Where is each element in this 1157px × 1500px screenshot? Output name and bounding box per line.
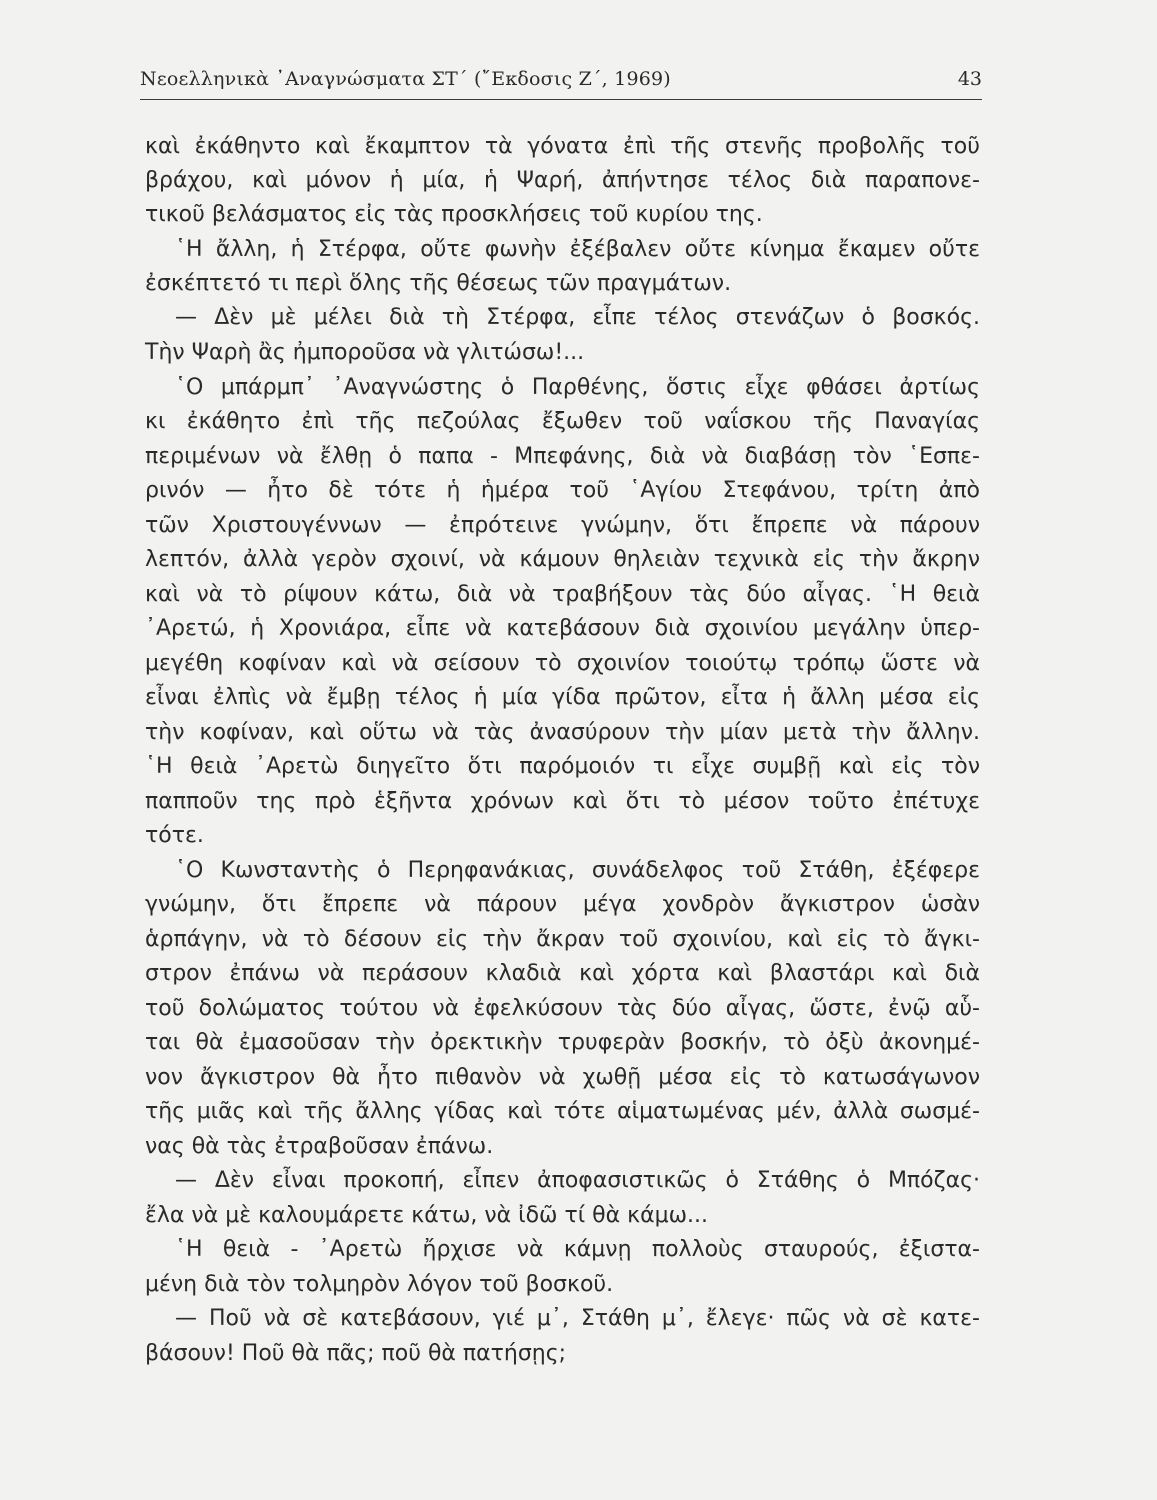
text-line: ῾Η θειὰ - ᾿Αρετὼ ἤρχισε νὰ κάμνῃ πολλοὺς σταυρούς, ἐξιστα-	[175, 1237, 980, 1262]
text-line: — Δὲν εἶναι προκοπή, εἶπεν ἀποφασιστικῶς ὁ Στάθης ὁ Μπόζας·	[175, 1168, 980, 1193]
text-line: βάσουν! Ποῦ θὰ πᾶς; ποῦ θὰ πατήσῃς;	[145, 1341, 567, 1366]
text-line: ῾Η ἄλλη, ἡ Στέρφα, οὔτε φωνὴν ἐξέβαλεν οὔτε κίνημα ἔκαμεν οὔτε	[175, 237, 980, 262]
text-line: ᾿Αρετώ, ἡ Χρονιάρα, εἶπε νὰ κατεβάσουν διὰ σχοινίου μεγάλην ὑπερ-	[145, 616, 980, 641]
text-line: καὶ ἐκάθηντο καὶ ἔκαμπτον τὰ γόνατα ἐπὶ τῆς στενῆς προβολῆς τοῦ	[145, 134, 980, 159]
text-line: μεγέθη κοφίναν καὶ νὰ σείσουν τὸ σχοινίον τοιούτῳ τρόπῳ ὥστε νὰ	[145, 651, 980, 676]
page-number: 43	[957, 68, 982, 90]
text-line: νας θὰ τὰς ἐτραβοῦσαν ἐπάνω.	[145, 1134, 494, 1159]
text-line: ῾Ο μπάρμπ᾿ ᾿Αναγνώστης ὁ Παρθένης, ὅστις εἶχε φθάσει ἀρτίως	[175, 375, 980, 400]
text-line: βράχου, καὶ μόνον ἡ μία, ἡ Ψαρή, ἀπήντησε τέλος διὰ παραπονε-	[145, 168, 980, 193]
text-line: στρον ἐπάνω νὰ περάσουν κλαδιὰ καὶ χόρτα καὶ βλαστάρι καὶ διὰ	[145, 961, 980, 986]
text-line: τῆς μιᾶς καὶ τῆς ἄλλης γίδας καὶ τότε αἱματωμένας μέν, ἀλλὰ σωσμέ-	[145, 1099, 980, 1124]
text-line: τότε.	[145, 823, 204, 848]
text-line: — Δὲν μὲ μέλει διὰ τὴ Στέρφα, εἶπε τέλος στενάζων ὁ βοσκός.	[175, 305, 980, 330]
text-line: ῾Ο Κωνσταντὴς ὁ Περηφανάκιας, συνάδελφος τοῦ Στάθη, ἐξέφερε	[175, 858, 980, 883]
text-line: καὶ νὰ τὸ ρίψουν κάτω, διὰ νὰ τραβήξουν τὰς δύο αἶγας. ῾Η θειὰ	[145, 582, 980, 607]
text-line: γνώμην, ὅτι ἔπρεπε νὰ πάρουν μέγα χονδρὸν ἄγκιστρον ὡσὰν	[145, 892, 980, 917]
text-line: ται θὰ ἐμασοῦσαν τὴν ὀρεκτικὴν τρυφερὰν βοσκήν, τὸ ὀξὺ ἀκονημέ-	[145, 1030, 980, 1055]
text-line: — Ποῦ νὰ σὲ κατεβάσουν, γιέ μ᾿, Στάθη μ᾿, ἔλεγε· πῶς νὰ σὲ κατε-	[175, 1306, 980, 1331]
header-title: Νεοελληνικὰ ᾿Αναγνώσματα ΣΤ΄ (῎Εκδοσις Ζ΄, 1969)	[140, 68, 671, 90]
text-line: ῾Η θειὰ ᾿Αρετὼ διηγεῖτο ὅτι παρόμοιόν τι εἶχε συμβῇ καὶ εἰς τὸν	[145, 754, 980, 779]
text-line: μένη διὰ τὸν τολμηρὸν λόγον τοῦ βοσκοῦ.	[145, 1272, 614, 1297]
text-line: παπποῦν της πρὸ ἑξῆντα χρόνων καὶ ὅτι τὸ μέσον τοῦτο ἐπέτυχε	[145, 789, 980, 814]
text-line: τοῦ δολώματος τούτου νὰ ἐφελκύσουν τὰς δύο αἶγας, ὥστε, ἐνῷ αὗ-	[145, 996, 980, 1021]
text-line: Τὴν Ψαρὴ ἂς ἠμποροῦσα νὰ γλιτώσω!...	[145, 340, 585, 365]
text-line: περιμένων νὰ ἔλθῃ ὁ παπα - Μπεφάνης, διὰ νὰ διαβάσῃ τὸν ῾Εσπε-	[145, 444, 980, 469]
text-line: νον ἄγκιστρον θὰ ἦτο πιθανὸν νὰ χωθῇ μέσα εἰς τὸ κατωσάγωνον	[145, 1065, 980, 1090]
text-line: κι ἐκάθητο ἐπὶ τῆς πεζούλας ἔξωθεν τοῦ ναΐσκου τῆς Παναγίας	[145, 409, 980, 434]
text-line: τῶν Χριστουγέννων — ἐπρότεινε γνώμην, ὅτι ἔπρεπε νὰ πάρουν	[145, 513, 980, 538]
text-line: ρινόν — ἦτο δὲ τότε ἡ ἡμέρα τοῦ ῾Αγίου Στεφάνου, τρίτη ἀπὸ	[145, 478, 980, 503]
text-line: λεπτόν, ἀλλὰ γερὸν σχοινί, νὰ κάμουν θηλειὰν τεχνικὰ εἰς τὴν ἄκρην	[145, 547, 980, 572]
text-line: ἔλα νὰ μὲ καλουμάρετε κάτω, νὰ ἰδῶ τί θὰ κάμω...	[145, 1203, 708, 1228]
text-line: τικοῦ βελάσματος εἰς τὰς προσκλήσεις τοῦ κυρίου της.	[145, 202, 763, 227]
text-line: εἶναι ἐλπὶς νὰ ἔμβῃ τέλος ἡ μία γίδα πρῶτον, εἶτα ἡ ἄλλη μέσα εἰς	[145, 685, 980, 710]
text-line: ἁρπάγην, νὰ τὸ δέσουν εἰς τὴν ἄκραν τοῦ σχοινίου, καὶ εἰς τὸ ἄγκι-	[145, 927, 980, 952]
text-line: ἐσκέπτετό τι περὶ ὅλης τῆς θέσεως τῶν πραγμάτων.	[145, 271, 732, 296]
text-line: τὴν κοφίναν, καὶ οὕτω νὰ τὰς ἀνασύρουν τὴν μίαν μετὰ τὴν ἄλλην.	[145, 720, 980, 745]
